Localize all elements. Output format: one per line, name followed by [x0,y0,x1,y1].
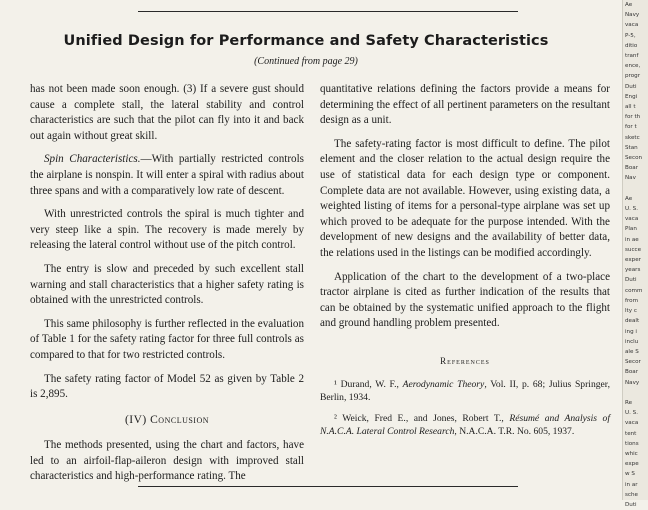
ref-title: Résumé and Analysis of N.A.C.A. Lateral Control Research [320,412,610,437]
paragraph: The entry is slow and preceded by such excellent stall warning and stall characteristics that a higher safety rating is obtained with the unrestricted controls. [30,262,304,307]
reference-1 [320,378,610,404]
paragraph: The safety rating factor of Model 52 as given by Table 2 is 2,895. [30,372,304,401]
paragraph: The safety-rating factor is most difficult to define. The pilot element and the closer relation to the actual design require the use of statistical data for each design type or component. Complete data are not available. However, using existing data, a weighted listing of items for a personal-type airplane was set up which proved to be adequate for the purpose intended. With the development of new designs and the availability of better data, the relations used in the listings can be modified accordingly. [320,137,610,259]
top-rule [138,11,518,12]
article-title: Unified Design for Performance and Safety Characteristics [63,33,549,49]
edge-text-fragment: in ar [625,481,638,488]
edge-text-fragment: exper [625,257,641,264]
edge-text-fragment: expe [625,461,639,468]
paragraph: quantitative relations defining the factors provide a means for determining the effect of all pertinent parameters on the resultant design as a unit. [320,83,610,127]
edge-text-fragment: vaca [625,216,639,223]
edge-text-fragment: sketc [625,134,640,141]
edge-text-fragment: Boar [625,369,638,376]
edge-text-fragment: dealt [625,318,640,325]
edge-text-fragment: inclu [625,338,639,345]
edge-text-fragment: Duti [625,501,637,508]
ref-details: , N.A.C.A. T.R. No. 605, 1937. [454,425,575,437]
edge-text-fragment [623,388,648,398]
bottom-rule [138,486,518,487]
edge-text-fragment: ale S [625,348,639,355]
edge-text-fragment: U. S. [625,206,638,213]
edge-text-fragment: all t [625,104,636,111]
right-column [320,82,610,446]
edge-text-fragment: Ae [625,2,633,8]
continued-note: (Continued from page 29) [254,56,358,67]
edge-text-fragment: lty c [625,308,637,315]
edge-text-fragment: progr [625,73,641,80]
edge-text-fragment: ing i [625,328,637,335]
edge-text-fragment: years [625,267,641,274]
adjacent-page-edge [622,0,648,508]
edge-text-fragment: Navy [625,12,640,19]
left-column [30,82,304,493]
edge-text-fragment: sche [625,491,638,498]
paragraph: With unrestricted controls the spiral is much tighter and very steep like a spin. The recovery is made merely by releasing the lateral control without use of the pitch control. [30,208,304,252]
edge-text-fragment: tent [625,430,637,437]
edge-text-fragment: whic [625,450,638,457]
edge-text-fragment: Ae [625,195,633,202]
edge-text-fragment: Boar [625,165,638,172]
paragraph: The methods presented, using the chart and factors, have led to an airfoil-flap-aileron design with improved stall characteristics and high-performance rating. The [30,439,304,483]
paragraph: has not been made soon enough. (3) If a severe gust should cause a complete stall, the lateral stability and control characteristics are such that the pilot can fly into it and back out again without great skill. [30,83,304,142]
edge-text-fragment: Secor [625,359,641,366]
edge-text-fragment: P-5, [625,32,636,39]
edge-text-fragment: for t [625,124,637,131]
edge-text-fragment: tions [625,440,639,447]
edge-text-fragment: in ae [625,236,639,243]
edge-text-fragment: Duti [625,277,637,284]
paragraph: Application of the chart to the development of a two-place tractor airplane is cited as further indication of the results that can be obtained by the systematic unified approach to the flight and ground handling problem presented. [320,270,610,330]
ref-author: ² Weick, Fred E., and Jones, Robert T., [334,412,510,424]
edge-text-fragment: Stan [625,144,638,151]
edge-text-fragment: Plan [625,226,637,233]
edge-text-fragment: for th [625,114,641,121]
edge-text-fragment: U. S. [625,410,638,417]
references-heading: References [440,355,490,366]
edge-text-fragment: Nav [625,175,636,182]
edge-text-fragment: ence, [625,63,641,70]
edge-text-fragment: comm [625,287,643,294]
paragraph: This same philosophy is further reflected in the evaluation of Table 1 for the safety rating factor for three full controls as compared to that for two restricted controls. [30,317,304,361]
edge-text-fragment: Engi [625,93,638,100]
ref-details: , Vol. II, p. 68; Julius Springer, Berlin, 1934. [320,378,610,403]
edge-text-fragment: Navy [625,379,640,386]
edge-text-fragment [623,184,648,194]
spin-characteristics-label: Spin Characteristics. [44,153,141,166]
edge-text-fragment: succe [625,246,642,253]
edge-text-fragment: tranf [625,53,639,60]
edge-text-fragment: from [625,297,639,304]
paragraph [30,152,304,199]
ref-author: ¹ Durand, W. F., [334,378,403,390]
conclusion-heading: (IV) Conclusion [124,413,210,426]
edge-text-fragment: Duti [625,83,637,90]
edge-text-fragment: vaca [625,22,639,29]
edge-text-fragment: Secon [625,155,643,162]
paragraph-text: —With partially restricted controls the airplane is nonspin. It will enter a spiral with radius about three spans and with a comparatively low rate of descent. [30,153,304,197]
edge-text-fragment: vaca [625,420,639,427]
reference-2 [320,412,610,438]
ref-title: Aerodynamic Theory [402,378,485,390]
edge-text-fragment: w S [625,471,635,478]
edge-text-fragment: Re [625,399,633,406]
edge-text-fragment: ditio [625,42,638,49]
